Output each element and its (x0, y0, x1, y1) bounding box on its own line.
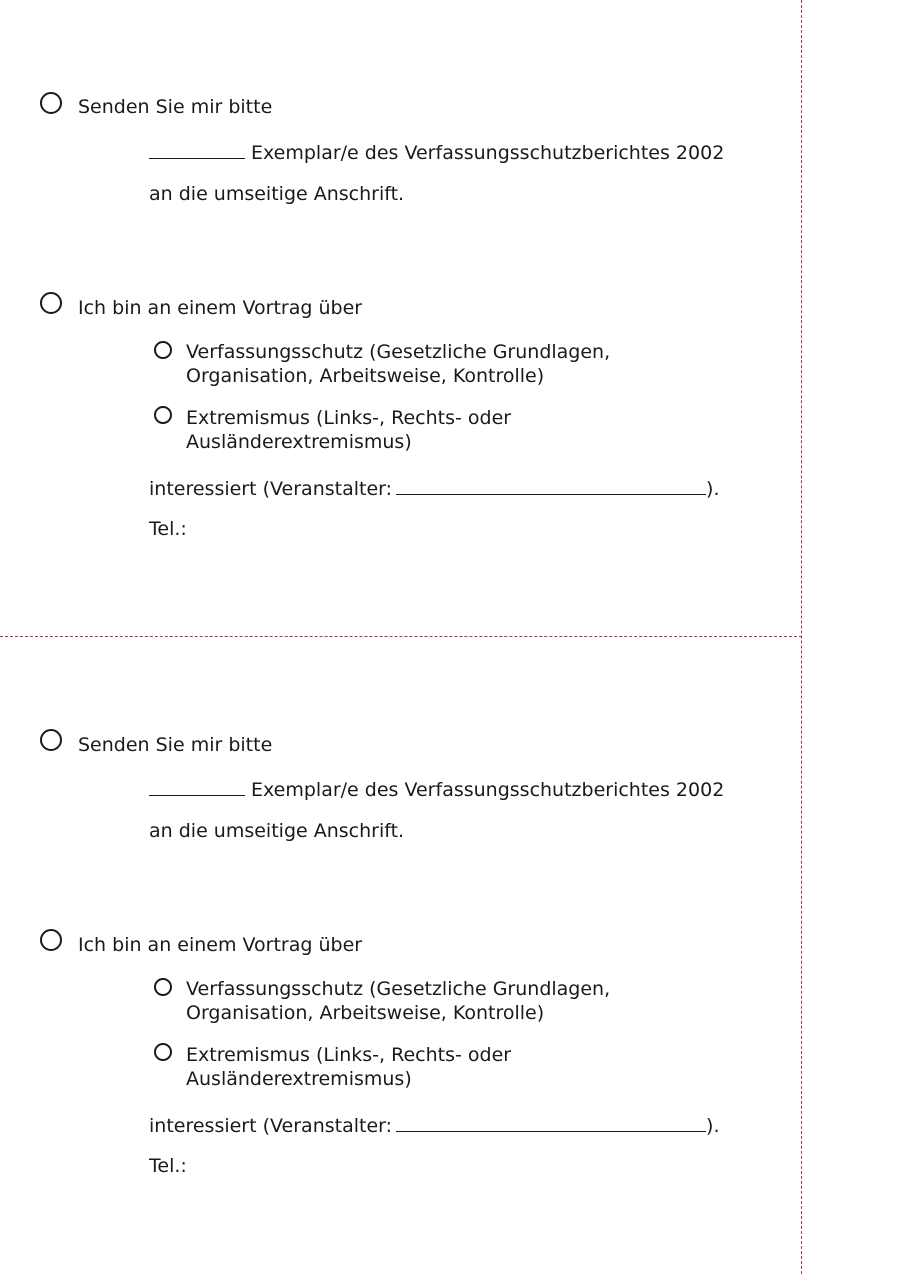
copies-text: Exemplar/e des Verfassungsschutzberichtes 2002 (251, 779, 725, 801)
tel-label: Tel.: (149, 1155, 187, 1177)
option-extremismus-line1: Extremismus (Links-, Rechts- oder (186, 1044, 512, 1066)
lecture-interest-checkbox[interactable] (40, 292, 62, 314)
option-extremismus-checkbox[interactable] (154, 1043, 172, 1061)
organizer-line (149, 1113, 719, 1137)
lecture-interest-checkbox[interactable] (40, 929, 62, 951)
copies-blank-field[interactable] (149, 140, 245, 159)
option-extremismus-line2: Ausländerextremismus) (186, 1068, 412, 1090)
order-card-top (0, 0, 800, 637)
send-request-label: Senden Sie mir bitte (78, 734, 273, 756)
option-extremismus-line1: Extremismus (Links-, Rechts- oder (186, 407, 512, 429)
copies-line (149, 777, 724, 801)
copies-blank-field[interactable] (149, 777, 245, 796)
organizer-blank-field[interactable] (396, 1113, 706, 1132)
send-report-checkbox[interactable] (40, 729, 62, 751)
organizer-line (149, 476, 719, 500)
interest-suffix: ). (706, 1115, 720, 1137)
tel-label: Tel.: (149, 518, 187, 540)
option-extremismus-line2: Ausländerextremismus) (186, 431, 412, 453)
interest-prefix: interessiert (Veranstalter: (149, 1115, 393, 1137)
option-extremismus-checkbox[interactable] (154, 406, 172, 424)
option-verfassungsschutz-line1: Verfassungsschutz (Gesetzliche Grundlagen, (186, 341, 611, 363)
interest-prefix: interessiert (Veranstalter: (149, 478, 393, 500)
option-extremismus (186, 1043, 511, 1091)
copies-text: Exemplar/e des Verfassungsschutzberichtes 2002 (251, 142, 725, 164)
send-report-checkbox[interactable] (40, 92, 62, 114)
copies-line (149, 140, 724, 164)
organizer-blank-field[interactable] (396, 476, 706, 495)
interest-suffix: ). (706, 478, 720, 500)
vertical-cut-line (801, 0, 802, 1274)
send-request-label: Senden Sie mir bitte (78, 96, 273, 118)
option-verfassungsschutz (186, 340, 610, 388)
option-verfassungsschutz-checkbox[interactable] (154, 341, 172, 359)
option-verfassungsschutz-line2: Organisation, Arbeitsweise, Kontrolle) (186, 365, 545, 387)
lecture-label: Ich bin an einem Vortrag über (78, 934, 363, 956)
lecture-label: Ich bin an einem Vortrag über (78, 297, 363, 319)
option-verfassungsschutz (186, 977, 610, 1025)
address-text: an die umseitige Anschrift. (149, 820, 405, 842)
option-verfassungsschutz-checkbox[interactable] (154, 978, 172, 996)
option-extremismus (186, 406, 511, 454)
option-verfassungsschutz-line2: Organisation, Arbeitsweise, Kontrolle) (186, 1002, 545, 1024)
address-text: an die umseitige Anschrift. (149, 183, 405, 205)
order-card-bottom (0, 637, 800, 1274)
option-verfassungsschutz-line1: Verfassungsschutz (Gesetzliche Grundlagen, (186, 978, 611, 1000)
